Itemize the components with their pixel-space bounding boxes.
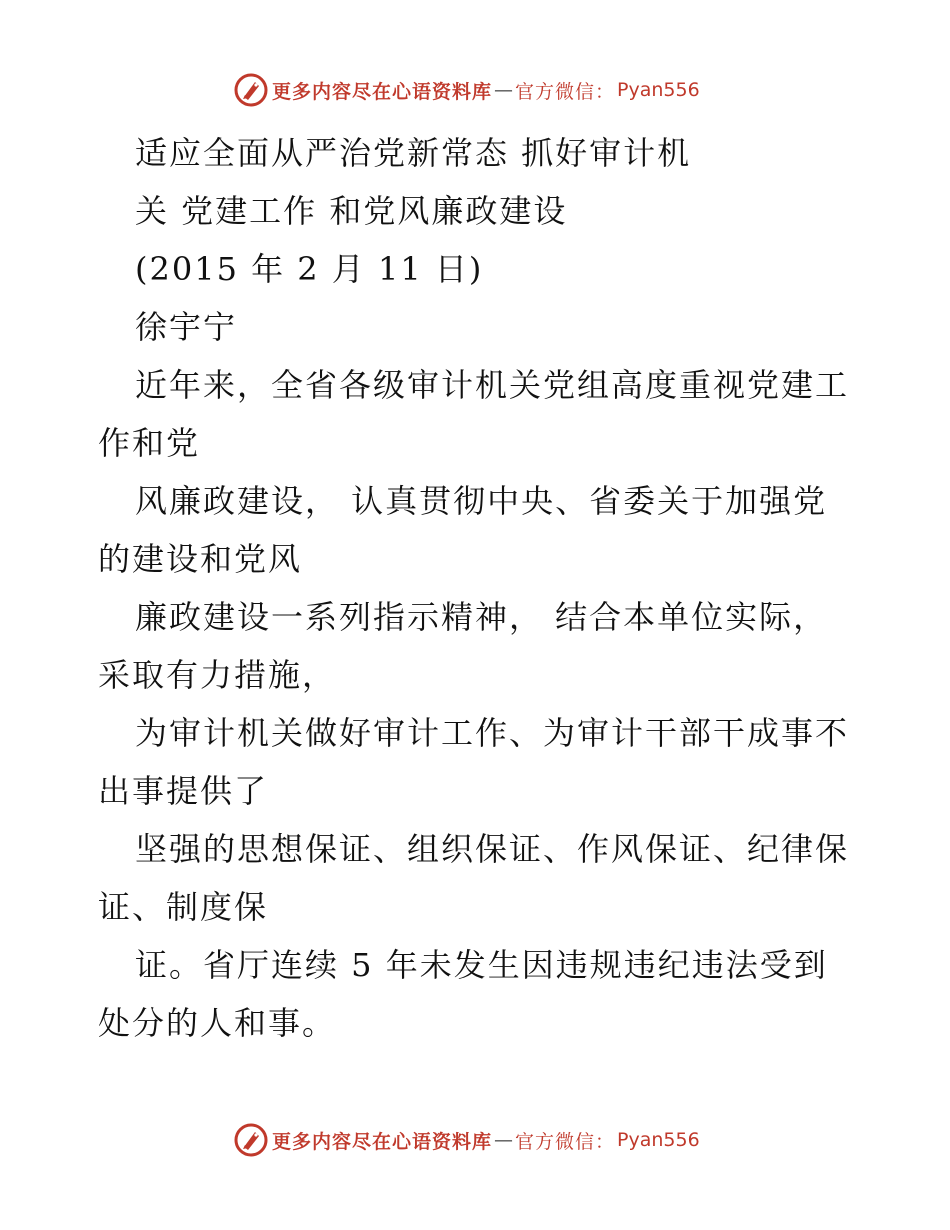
banner-dash: — (494, 1129, 514, 1151)
text-line: 处分的人和事。 (98, 1004, 337, 1042)
banner-contact-label: 官方微信： (515, 1130, 616, 1153)
text-line: 坚强的思想保证、组织保证、作风保证、纪律保 (135, 830, 850, 868)
text-line: 关 党建工作 和党风廉政建设 (135, 192, 568, 230)
banner-contact-label: 官方微信： (515, 80, 616, 103)
banner-wechat-id: Pyan556 (617, 1129, 700, 1151)
text-line: 证、制度保 (98, 888, 269, 926)
document-body (98, 124, 878, 1052)
text-line: 风廉政建设， 认真贯彻中央、省委关于加强党 (135, 482, 828, 520)
pen-nib-logo-icon (234, 73, 268, 107)
text-line: 廉政建设一系列指示精神， 结合本单位实际， (135, 598, 828, 636)
text-line: 作和党 (98, 424, 201, 462)
text-line: 近年来，全省各级审计机关党组高度重视党建工 (135, 366, 850, 404)
text-line: 为审计机关做好审计工作、为审计干部干成事不 (135, 714, 850, 752)
text-line: 证。省厅连续 5 年未发生因违规违纪违法受到 (135, 946, 828, 984)
text-line: 出事提供了 (98, 772, 269, 810)
text-line: 采取有力措施， (98, 656, 337, 694)
banner-wechat-id: Pyan556 (617, 79, 700, 101)
banner-slogan: 更多内容尽在心语资料库 (272, 80, 493, 103)
header-banner (234, 72, 754, 108)
text-line: (2015 年 2 月 11 日) (135, 250, 484, 288)
pen-nib-logo-icon (234, 1123, 268, 1157)
banner-slogan: 更多内容尽在心语资料库 (272, 1130, 493, 1153)
text-line: 适应全面从严治党新常态 抓好审计机 (135, 134, 692, 172)
footer-banner (234, 1122, 754, 1158)
text-line: 的建设和党风 (98, 540, 303, 578)
banner-dash: — (494, 79, 514, 101)
text-line: 徐宇宁 (135, 308, 238, 346)
